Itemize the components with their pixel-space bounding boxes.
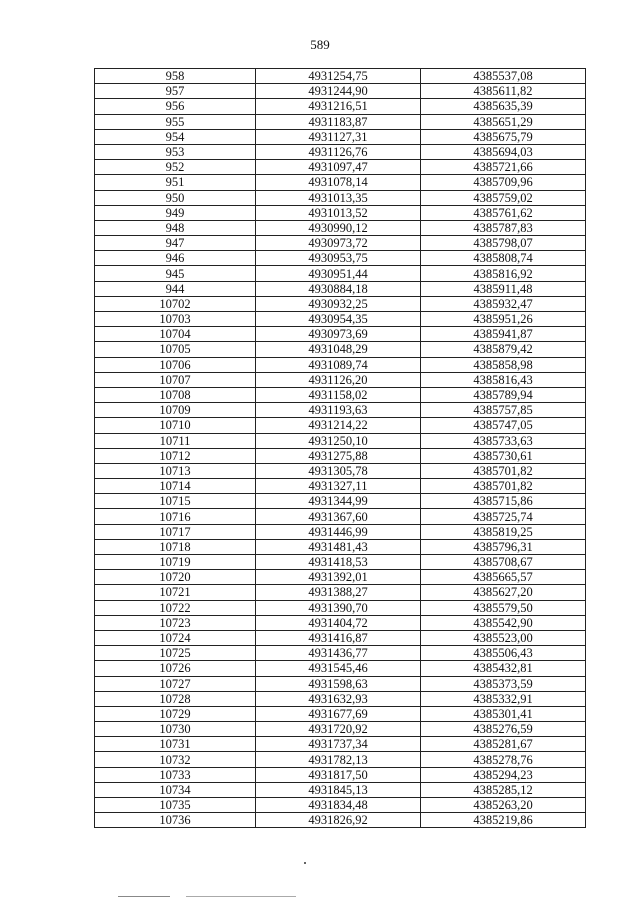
table-row (95, 144, 586, 159)
table-row (95, 691, 586, 706)
x-coordinate-cell: 4931254,75 (256, 69, 421, 84)
point-number-cell: 10733 (95, 767, 256, 782)
table-row (95, 479, 586, 494)
table-row (95, 798, 586, 813)
table-row (95, 646, 586, 661)
y-coordinate-cell: 4385627,20 (421, 585, 586, 600)
x-coordinate-cell: 4930973,72 (256, 236, 421, 251)
y-coordinate-cell: 4385819,25 (421, 524, 586, 539)
scan-edge-mark (186, 896, 296, 897)
x-coordinate-cell: 4931275,88 (256, 448, 421, 463)
x-coordinate-cell: 4931078,14 (256, 175, 421, 190)
y-coordinate-cell: 4385523,00 (421, 630, 586, 645)
table-row (95, 372, 586, 387)
x-coordinate-cell: 4931392,01 (256, 570, 421, 585)
x-coordinate-cell: 4931834,48 (256, 798, 421, 813)
point-number-cell: 10725 (95, 646, 256, 661)
point-number-cell: 10712 (95, 448, 256, 463)
table-row (95, 524, 586, 539)
y-coordinate-cell: 4385757,85 (421, 403, 586, 418)
y-coordinate-cell: 4385675,79 (421, 129, 586, 144)
y-coordinate-cell: 4385858,98 (421, 357, 586, 372)
y-coordinate-cell: 4385798,07 (421, 236, 586, 251)
table-row (95, 403, 586, 418)
y-coordinate-cell: 4385715,86 (421, 494, 586, 509)
table-row (95, 205, 586, 220)
y-coordinate-cell: 4385635,39 (421, 99, 586, 114)
x-coordinate-cell: 4931416,87 (256, 630, 421, 645)
y-coordinate-cell: 4385787,83 (421, 220, 586, 235)
x-coordinate-cell: 4931826,92 (256, 813, 421, 828)
point-number-cell: 10728 (95, 691, 256, 706)
table-row (95, 722, 586, 737)
table-row (95, 251, 586, 266)
x-coordinate-cell: 4931677,69 (256, 706, 421, 721)
y-coordinate-cell: 4385951,26 (421, 312, 586, 327)
point-number-cell: 944 (95, 281, 256, 296)
table-row (95, 129, 586, 144)
table-row (95, 615, 586, 630)
y-coordinate-cell: 4385808,74 (421, 251, 586, 266)
table-row (95, 813, 586, 828)
x-coordinate-cell: 4931344,99 (256, 494, 421, 509)
point-number-cell: 10732 (95, 752, 256, 767)
point-number-cell: 10709 (95, 403, 256, 418)
x-coordinate-cell: 4930932,25 (256, 296, 421, 311)
point-number-cell: 952 (95, 160, 256, 175)
y-coordinate-cell: 4385701,82 (421, 479, 586, 494)
y-coordinate-cell: 4385651,29 (421, 114, 586, 129)
x-coordinate-cell: 4931817,50 (256, 767, 421, 782)
y-coordinate-cell: 4385276,59 (421, 722, 586, 737)
y-coordinate-cell: 4385285,12 (421, 782, 586, 797)
coordinates-table-body (95, 69, 586, 828)
x-coordinate-cell: 4931418,53 (256, 555, 421, 570)
point-number-cell: 948 (95, 220, 256, 235)
point-number-cell: 10706 (95, 357, 256, 372)
y-coordinate-cell: 4385721,66 (421, 160, 586, 175)
x-coordinate-cell: 4931193,63 (256, 403, 421, 418)
table-row (95, 737, 586, 752)
point-number-cell: 10715 (95, 494, 256, 509)
point-number-cell: 945 (95, 266, 256, 281)
table-row (95, 84, 586, 99)
table-row (95, 539, 586, 554)
page-number: 589 (310, 37, 330, 52)
point-number-cell: 10723 (95, 615, 256, 630)
point-number-cell: 946 (95, 251, 256, 266)
coordinates-table (94, 68, 586, 828)
x-coordinate-cell: 4931244,90 (256, 84, 421, 99)
x-coordinate-cell: 4931545,46 (256, 661, 421, 676)
x-coordinate-cell: 4931436,77 (256, 646, 421, 661)
scan-edge-mark (118, 896, 170, 897)
table-row (95, 281, 586, 296)
x-coordinate-cell: 4931404,72 (256, 615, 421, 630)
x-coordinate-cell: 4931158,02 (256, 387, 421, 402)
y-coordinate-cell: 4385941,87 (421, 327, 586, 342)
x-coordinate-cell: 4931214,22 (256, 418, 421, 433)
table-row (95, 160, 586, 175)
y-coordinate-cell: 4385611,82 (421, 84, 586, 99)
x-coordinate-cell: 4931632,93 (256, 691, 421, 706)
table-row (95, 570, 586, 585)
x-coordinate-cell: 4931388,27 (256, 585, 421, 600)
table-row (95, 190, 586, 205)
x-coordinate-cell: 4931013,35 (256, 190, 421, 205)
y-coordinate-cell: 4385879,42 (421, 342, 586, 357)
table-row (95, 630, 586, 645)
y-coordinate-cell: 4385694,03 (421, 144, 586, 159)
point-number-cell: 10705 (95, 342, 256, 357)
point-number-cell: 954 (95, 129, 256, 144)
table-row (95, 175, 586, 190)
y-coordinate-cell: 4385373,59 (421, 676, 586, 691)
x-coordinate-cell: 4931048,29 (256, 342, 421, 357)
y-coordinate-cell: 4385709,96 (421, 175, 586, 190)
y-coordinate-cell: 4385816,43 (421, 372, 586, 387)
y-coordinate-cell: 4385816,92 (421, 266, 586, 281)
table-row (95, 782, 586, 797)
x-coordinate-cell: 4931127,31 (256, 129, 421, 144)
table-row (95, 463, 586, 478)
point-number-cell: 10724 (95, 630, 256, 645)
y-coordinate-cell: 4385761,62 (421, 205, 586, 220)
y-coordinate-cell: 4385579,50 (421, 600, 586, 615)
table-row (95, 357, 586, 372)
x-coordinate-cell: 4930953,75 (256, 251, 421, 266)
x-coordinate-cell: 4931305,78 (256, 463, 421, 478)
y-coordinate-cell: 4385796,31 (421, 539, 586, 554)
x-coordinate-cell: 4931250,10 (256, 433, 421, 448)
y-coordinate-cell: 4385537,08 (421, 69, 586, 84)
x-coordinate-cell: 4930884,18 (256, 281, 421, 296)
y-coordinate-cell: 4385278,76 (421, 752, 586, 767)
table-row (95, 494, 586, 509)
point-number-cell: 949 (95, 205, 256, 220)
x-coordinate-cell: 4931126,20 (256, 372, 421, 387)
y-coordinate-cell: 4385301,41 (421, 706, 586, 721)
x-coordinate-cell: 4931089,74 (256, 357, 421, 372)
point-number-cell: 10704 (95, 327, 256, 342)
y-coordinate-cell: 4385281,67 (421, 737, 586, 752)
y-coordinate-cell: 4385730,61 (421, 448, 586, 463)
table-row (95, 600, 586, 615)
table-row (95, 509, 586, 524)
point-number-cell: 10735 (95, 798, 256, 813)
x-coordinate-cell: 4930973,69 (256, 327, 421, 342)
point-number-cell: 10714 (95, 479, 256, 494)
table-row (95, 69, 586, 84)
point-number-cell: 10703 (95, 312, 256, 327)
x-coordinate-cell: 4931720,92 (256, 722, 421, 737)
table-row (95, 555, 586, 570)
table-row (95, 114, 586, 129)
table-row (95, 433, 586, 448)
x-coordinate-cell: 4930990,12 (256, 220, 421, 235)
point-number-cell: 947 (95, 236, 256, 251)
point-number-cell: 10734 (95, 782, 256, 797)
y-coordinate-cell: 4385432,81 (421, 661, 586, 676)
x-coordinate-cell: 4931126,76 (256, 144, 421, 159)
table-row (95, 752, 586, 767)
point-number-cell: 953 (95, 144, 256, 159)
point-number-cell: 10717 (95, 524, 256, 539)
x-coordinate-cell: 4931782,13 (256, 752, 421, 767)
y-coordinate-cell: 4385701,82 (421, 463, 586, 478)
point-number-cell: 956 (95, 99, 256, 114)
y-coordinate-cell: 4385506,43 (421, 646, 586, 661)
x-coordinate-cell: 4931183,87 (256, 114, 421, 129)
x-coordinate-cell: 4931327,11 (256, 479, 421, 494)
y-coordinate-cell: 4385542,90 (421, 615, 586, 630)
point-number-cell: 10726 (95, 661, 256, 676)
point-number-cell: 950 (95, 190, 256, 205)
table-row (95, 312, 586, 327)
y-coordinate-cell: 4385733,63 (421, 433, 586, 448)
x-coordinate-cell: 4931216,51 (256, 99, 421, 114)
y-coordinate-cell: 4385665,57 (421, 570, 586, 585)
x-coordinate-cell: 4931845,13 (256, 782, 421, 797)
stray-dot (304, 862, 306, 864)
point-number-cell: 10713 (95, 463, 256, 478)
table-row (95, 448, 586, 463)
table-row (95, 585, 586, 600)
point-number-cell: 10708 (95, 387, 256, 402)
table-row (95, 266, 586, 281)
y-coordinate-cell: 4385789,94 (421, 387, 586, 402)
point-number-cell: 10710 (95, 418, 256, 433)
x-coordinate-cell: 4930951,44 (256, 266, 421, 281)
y-coordinate-cell: 4385759,02 (421, 190, 586, 205)
point-number-cell: 10702 (95, 296, 256, 311)
table-row (95, 342, 586, 357)
table-row (95, 767, 586, 782)
x-coordinate-cell: 4931446,99 (256, 524, 421, 539)
table-row (95, 706, 586, 721)
y-coordinate-cell: 4385219,86 (421, 813, 586, 828)
x-coordinate-cell: 4931097,47 (256, 160, 421, 175)
y-coordinate-cell: 4385263,20 (421, 798, 586, 813)
y-coordinate-cell: 4385932,47 (421, 296, 586, 311)
table-row (95, 676, 586, 691)
x-coordinate-cell: 4931367,60 (256, 509, 421, 524)
point-number-cell: 958 (95, 69, 256, 84)
point-number-cell: 10727 (95, 676, 256, 691)
table-row (95, 327, 586, 342)
x-coordinate-cell: 4930954,35 (256, 312, 421, 327)
point-number-cell: 951 (95, 175, 256, 190)
y-coordinate-cell: 4385725,74 (421, 509, 586, 524)
table-row (95, 387, 586, 402)
point-number-cell: 10722 (95, 600, 256, 615)
table-row (95, 220, 586, 235)
point-number-cell: 957 (95, 84, 256, 99)
table-row (95, 99, 586, 114)
point-number-cell: 10711 (95, 433, 256, 448)
x-coordinate-cell: 4931737,34 (256, 737, 421, 752)
y-coordinate-cell: 4385911,48 (421, 281, 586, 296)
table-row (95, 418, 586, 433)
y-coordinate-cell: 4385747,05 (421, 418, 586, 433)
point-number-cell: 10718 (95, 539, 256, 554)
point-number-cell: 10736 (95, 813, 256, 828)
point-number-cell: 10720 (95, 570, 256, 585)
table-row (95, 236, 586, 251)
table-row (95, 296, 586, 311)
point-number-cell: 10719 (95, 555, 256, 570)
x-coordinate-cell: 4931598,63 (256, 676, 421, 691)
y-coordinate-cell: 4385332,91 (421, 691, 586, 706)
point-number-cell: 10716 (95, 509, 256, 524)
point-number-cell: 10707 (95, 372, 256, 387)
point-number-cell: 10729 (95, 706, 256, 721)
point-number-cell: 10730 (95, 722, 256, 737)
point-number-cell: 10731 (95, 737, 256, 752)
x-coordinate-cell: 4931013,52 (256, 205, 421, 220)
y-coordinate-cell: 4385294,23 (421, 767, 586, 782)
table-row (95, 661, 586, 676)
x-coordinate-cell: 4931390,70 (256, 600, 421, 615)
y-coordinate-cell: 4385708,67 (421, 555, 586, 570)
x-coordinate-cell: 4931481,43 (256, 539, 421, 554)
point-number-cell: 955 (95, 114, 256, 129)
point-number-cell: 10721 (95, 585, 256, 600)
